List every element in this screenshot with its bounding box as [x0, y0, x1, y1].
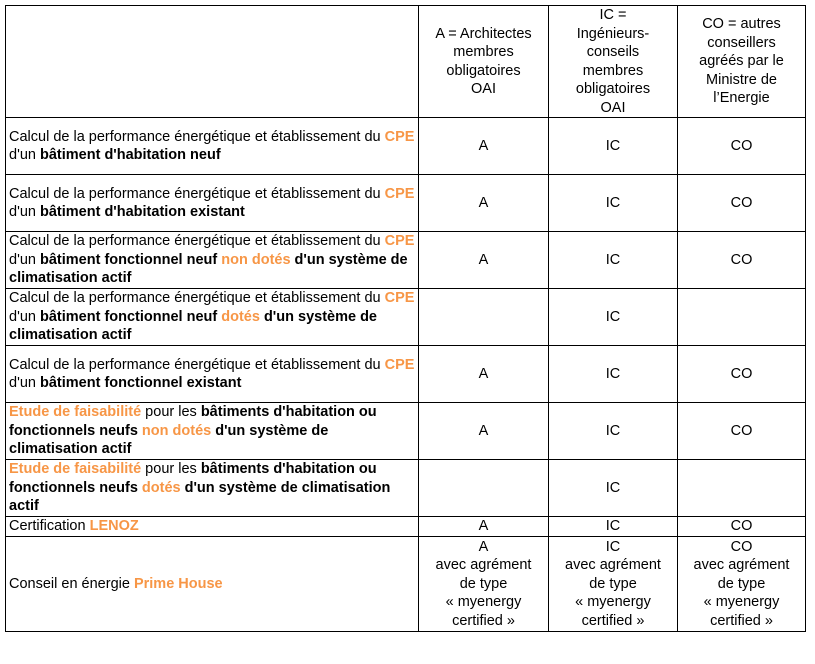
header-line: Ingénieurs- [576, 25, 650, 42]
header-line: IC = [599, 7, 627, 23]
cell-ic: IC [549, 232, 678, 289]
header-line: membres [582, 62, 644, 79]
label-text: d'un [9, 204, 40, 220]
cell-co: CO [678, 232, 806, 289]
cell-a: A [419, 232, 549, 289]
cell-a: A [419, 403, 549, 460]
cell-co: CO [678, 346, 806, 403]
row-label [6, 289, 419, 346]
row-label [6, 232, 419, 289]
label-text: Calcul de la performance énergétique et établissement du [9, 233, 385, 250]
label-text: Calcul de la performance énergétique et établissement du [9, 185, 385, 202]
cell-line: « myenergy [445, 594, 522, 611]
label-text: Certification [9, 518, 90, 535]
cell-a [419, 460, 549, 517]
label-bold: d'un système de climatisation actif [9, 422, 329, 458]
header-line: conseillers [707, 34, 776, 51]
label-text: d'un [9, 308, 40, 325]
label-text: Conseil en énergie [9, 575, 134, 592]
cell-co [678, 460, 806, 517]
cell-line: certified » [452, 612, 515, 629]
header-line: conseils [586, 44, 640, 60]
table-row [6, 403, 806, 460]
label-orange: non dotés [141, 422, 212, 439]
cell-line: IC [605, 538, 621, 555]
cell-ic: IC [549, 289, 678, 346]
table-row [6, 289, 806, 346]
cell-line: CO [730, 538, 753, 555]
header-line: CO = autres [702, 16, 781, 33]
label-cpe: CPE [384, 233, 415, 250]
cell-line: « myenergy [575, 594, 651, 611]
header-line: l’Energie [713, 90, 770, 107]
label-cpe: CPE [384, 185, 415, 202]
header-line: obligatoires [446, 62, 521, 79]
label-text: Calcul de la performance énergétique et établissement du [9, 290, 385, 307]
cell-line: avec agrément [565, 557, 661, 574]
label-orange: Prime House [133, 575, 223, 592]
label-orange: dotés [141, 479, 181, 496]
table-row [6, 517, 806, 537]
cell-ic: IC [549, 175, 678, 232]
cell-co: CO [678, 175, 806, 232]
cell-co: CO [678, 517, 806, 537]
cell-ic: IC [549, 118, 678, 175]
table-row [6, 346, 806, 403]
label-cpe: CPE [384, 290, 415, 307]
cell-a [419, 537, 549, 632]
cell-co [678, 537, 806, 632]
cell-a: A [419, 346, 549, 403]
table-row [6, 460, 806, 517]
label-text: d'un [9, 375, 40, 391]
label-bold: d'un système de climatisation actif [9, 308, 377, 344]
cell-line: avec agrément [693, 557, 790, 574]
cell-co [678, 289, 806, 346]
row-label [6, 460, 419, 517]
header-line: obligatoires [575, 81, 651, 97]
label-text: pour les [141, 404, 201, 421]
competence-table [5, 5, 806, 632]
header-line: membres [453, 44, 514, 60]
cell-line: de type [459, 575, 508, 592]
table-row [6, 537, 806, 632]
cell-co: CO [678, 118, 806, 175]
label-cpe: CPE [384, 356, 415, 373]
cell-line: avec agrément [435, 557, 532, 574]
label-bold: bâtiment fonctionnel neuf [40, 251, 222, 268]
cell-ic: IC [549, 460, 678, 517]
label-orange: Etude de faisabilité [9, 461, 142, 478]
cell-co: CO [678, 403, 806, 460]
cell-line: certified » [581, 612, 645, 629]
cell-a: A [419, 118, 549, 175]
cell-a: A [419, 175, 549, 232]
header-line: OAI [600, 99, 626, 116]
cell-ic: IC [549, 403, 678, 460]
header-empty-cell [6, 6, 419, 118]
row-label [6, 403, 419, 460]
table-row [6, 232, 806, 289]
label-orange: non dotés [221, 251, 291, 268]
label-bold: bâtiment d'habitation existant [40, 204, 245, 220]
header-line: Ministre de [706, 71, 777, 88]
header-ingenieurs-conseils [549, 6, 678, 118]
label-orange: Etude de faisabilité [9, 404, 142, 421]
row-label [6, 346, 419, 403]
label-orange: LENOZ [89, 518, 139, 535]
cell-line: de type [717, 575, 766, 592]
label-text: d'un [9, 251, 40, 268]
header-row [6, 6, 806, 118]
row-label [6, 175, 419, 232]
cell-ic [549, 537, 678, 632]
cell-line: A [478, 538, 489, 555]
table-row [6, 118, 806, 175]
label-text: Calcul de la performance énergétique et établissement du [9, 356, 385, 373]
label-text: Calcul de la performance énergétique et établissement du [9, 128, 385, 145]
label-bold: d'un système de climatisation actif [9, 479, 391, 515]
row-label [6, 537, 419, 632]
header-line: OAI [471, 81, 496, 97]
header-line: A = Architectes [435, 25, 532, 42]
table-row [6, 175, 806, 232]
label-bold: bâtiment fonctionnel existant [40, 375, 242, 391]
label-bold: bâtiment fonctionnel neuf [40, 308, 222, 325]
label-bold: bâtiment d'habitation neuf [40, 147, 221, 163]
label-cpe: CPE [384, 128, 415, 145]
label-bold: bâtiments d'habitation ou fonctionnels neufs [9, 461, 377, 496]
row-label [6, 118, 419, 175]
label-text: pour les [141, 461, 201, 478]
label-bold: d'un système de climatisation actif [9, 251, 408, 287]
label-text: d'un [9, 147, 40, 163]
header-autres-conseillers [678, 6, 806, 118]
header-architectes [419, 6, 549, 118]
cell-a [419, 289, 549, 346]
header-line: agréés par le [699, 53, 784, 70]
cell-line: « myenergy [703, 594, 780, 611]
cell-line: de type [589, 575, 637, 592]
label-orange: dotés [221, 308, 260, 325]
cell-line: certified » [710, 612, 773, 629]
cell-ic: IC [549, 346, 678, 403]
cell-ic: IC [549, 517, 678, 537]
row-label [6, 517, 419, 537]
cell-a: A [419, 517, 549, 537]
label-bold: bâtiments d'habitation ou fonctionnels neufs [9, 404, 377, 439]
